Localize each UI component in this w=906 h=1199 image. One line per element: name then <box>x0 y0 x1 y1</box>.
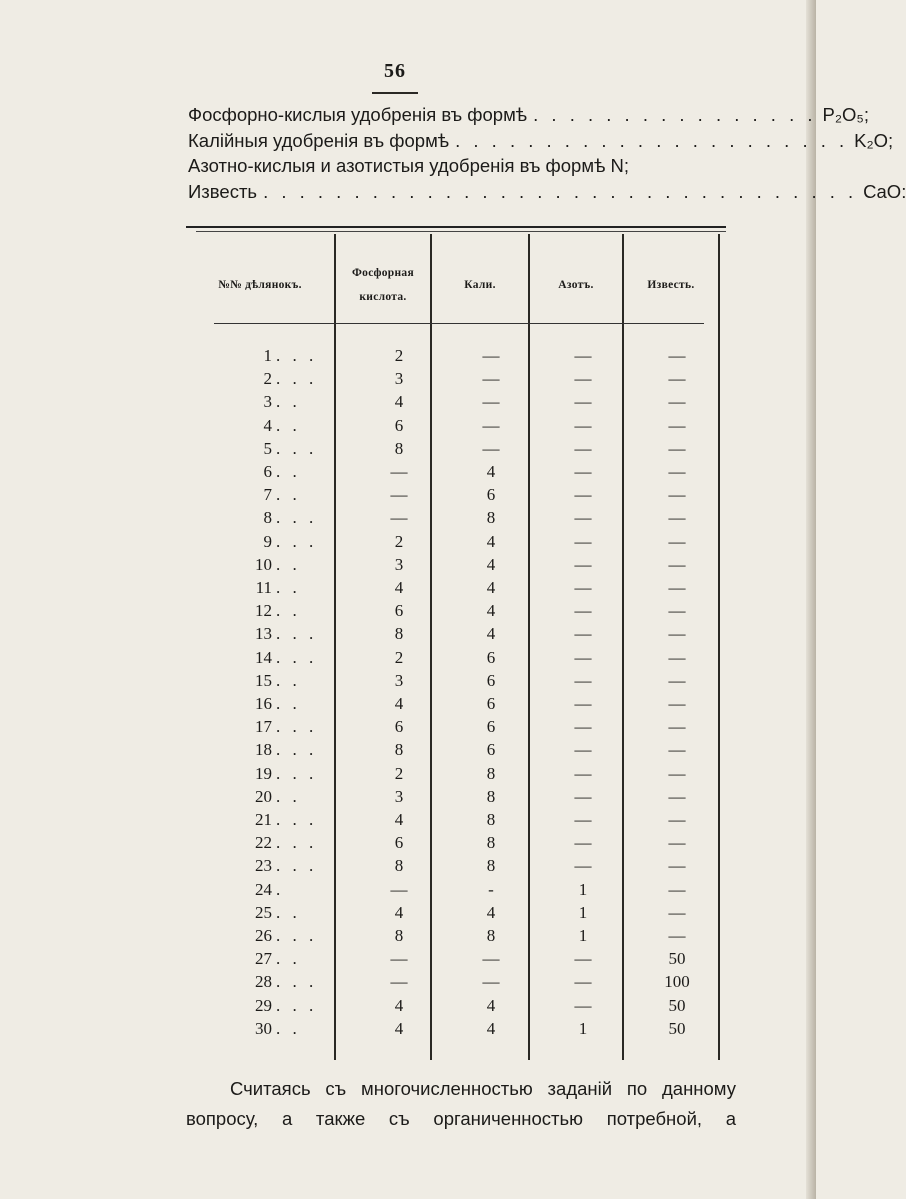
n-cell: — <box>574 833 592 853</box>
page-number-underline <box>372 92 418 94</box>
plot-number-cell: 11 . . <box>255 578 301 597</box>
p-cell: 4 <box>394 578 404 597</box>
ca-cell: — <box>668 554 686 574</box>
p-cell: 8 <box>394 856 404 876</box>
table-row <box>186 599 726 622</box>
plot-number-cell: 23 . . . <box>255 856 318 876</box>
table-row <box>186 947 726 970</box>
fertilizer-forms-list <box>188 102 906 204</box>
ca-cell: 50 <box>668 995 686 1015</box>
n-cell: — <box>574 972 592 992</box>
ca-cell: — <box>668 647 686 667</box>
plot-number-cell: 30 . . <box>255 1018 301 1038</box>
ca-cell: — <box>668 369 686 389</box>
ca-cell: — <box>668 578 686 597</box>
p-cell: 6 <box>394 833 404 853</box>
k-cell: 6 <box>486 485 496 505</box>
ca-cell: — <box>668 810 686 829</box>
n-cell: — <box>574 531 592 551</box>
k-cell: 4 <box>486 624 496 644</box>
k-cell: — <box>482 346 500 365</box>
n-cell: — <box>574 554 592 574</box>
k-cell: — <box>482 949 500 969</box>
p-cell: — <box>390 879 408 899</box>
p-cell: 2 <box>394 763 404 783</box>
table-row <box>186 437 726 460</box>
ca-cell: — <box>668 508 686 528</box>
table-row <box>186 901 726 924</box>
n-cell: — <box>574 346 592 365</box>
table-row <box>186 738 726 761</box>
leader-dots: . . . . . . . . . . . . . . . . <box>533 104 817 125</box>
plot-number-cell: 19 . . . <box>255 763 318 783</box>
p-cell: 6 <box>394 601 404 621</box>
p-cell: 3 <box>394 670 404 690</box>
p-cell: — <box>390 508 408 528</box>
ca-cell: — <box>668 462 686 481</box>
intro-value: P₂O₅; <box>822 104 870 125</box>
leader-dots: . . . . . . . . . . . . . . . . . . . . . . <box>455 129 849 151</box>
k-cell: — <box>482 369 500 389</box>
header-phosphoric: Фосфорная кислота. <box>352 267 414 303</box>
n-cell: — <box>574 856 592 876</box>
k-cell: 6 <box>486 694 496 713</box>
p-cell: — <box>390 972 408 992</box>
table-row <box>186 506 726 529</box>
p-cell: 8 <box>394 926 404 945</box>
p-cell: — <box>390 485 408 505</box>
plot-number-cell: 20 . . <box>255 786 301 806</box>
plot-number-cell: 25 . . <box>255 902 301 922</box>
intro-label: Калійныя удобренія въ формѣ <box>188 129 450 151</box>
intro-value: CaO: <box>863 180 906 202</box>
table-row <box>186 878 726 901</box>
table-row <box>186 692 726 715</box>
k-cell: 6 <box>486 647 496 667</box>
ca-cell: — <box>668 694 686 713</box>
ca-cell: — <box>668 786 686 806</box>
ca-cell: 50 <box>668 1018 686 1038</box>
k-cell: — <box>482 438 500 458</box>
table-row <box>186 344 726 367</box>
p-cell: 4 <box>394 392 404 412</box>
table-top-rule-thin <box>196 231 726 232</box>
ca-cell: — <box>668 624 686 644</box>
plot-number-cell: 29 . . . <box>255 995 318 1015</box>
p-cell: — <box>390 462 408 481</box>
n-cell: 1 <box>578 926 588 945</box>
table-row <box>186 715 726 738</box>
n-cell: 1 <box>578 1018 588 1038</box>
page-number: 56 <box>384 60 406 82</box>
p-cell: 3 <box>394 786 404 806</box>
n-cell: — <box>574 369 592 389</box>
plot-number-cell: 5 . . . <box>263 438 318 458</box>
table-row <box>186 1017 726 1040</box>
plot-number-cell: 21 . . . <box>255 810 318 829</box>
table-header-rule <box>214 323 704 324</box>
k-cell: 4 <box>486 995 496 1015</box>
leader-dots: . . . . . . . . . . . . . . . . . . . . . . . . . . . . . . . . . <box>263 180 858 202</box>
plot-number-cell: 27 . . <box>255 949 301 969</box>
ca-cell: — <box>668 531 686 551</box>
ca-cell: — <box>668 763 686 783</box>
closing-line: Считаясь съ многочисленностью заданій по данному <box>230 1078 736 1099</box>
n-cell: 1 <box>578 902 588 922</box>
plot-number-cell: 2 . . . <box>263 369 318 389</box>
p-cell: 3 <box>394 369 404 389</box>
table-row <box>186 994 726 1017</box>
n-cell: — <box>574 949 592 969</box>
n-cell: — <box>574 694 592 713</box>
ca-cell: — <box>668 717 686 737</box>
n-cell: — <box>574 763 592 783</box>
plot-number-cell: 24 . <box>255 879 285 899</box>
n-cell: — <box>574 740 592 760</box>
k-cell: 4 <box>486 462 496 481</box>
p-cell: 4 <box>394 995 404 1015</box>
header-nitrogen: Азотъ. <box>558 279 594 291</box>
k-cell: 8 <box>486 856 496 876</box>
ca-cell: — <box>668 415 686 435</box>
closing-paragraph <box>186 1074 736 1134</box>
p-cell: 4 <box>394 902 404 922</box>
p-cell: 4 <box>394 694 404 713</box>
header-lime: Известь. <box>647 279 695 291</box>
n-cell: — <box>574 717 592 737</box>
ca-cell: — <box>668 856 686 876</box>
table-row <box>186 390 726 413</box>
ca-cell: — <box>668 670 686 690</box>
k-cell: — <box>482 415 500 435</box>
p-cell: 4 <box>394 1018 404 1038</box>
ca-cell: — <box>668 601 686 621</box>
intro-label: Фосфорно-кислыя удобренія въ формѣ <box>188 104 528 125</box>
n-cell: — <box>574 647 592 667</box>
k-cell: 6 <box>486 717 496 737</box>
intro-label: Азотно-кислыя и азотистыя удобренія въ формѣ N; <box>188 155 630 176</box>
k-cell: — <box>482 972 500 992</box>
ca-cell: — <box>668 740 686 760</box>
k-cell: 8 <box>486 786 496 806</box>
k-cell: 4 <box>486 578 496 597</box>
k-cell: - <box>488 879 494 899</box>
n-cell: — <box>574 438 592 458</box>
ca-cell: — <box>668 346 686 365</box>
header-potash: Кали. <box>464 279 496 291</box>
plot-number-cell: 14 . . . <box>255 647 318 667</box>
n-cell: — <box>574 578 592 597</box>
table-row <box>186 970 726 993</box>
table-row <box>186 854 726 877</box>
plot-number-cell: 9 . . . <box>263 531 318 551</box>
table-row <box>186 576 726 599</box>
plot-number-cell: 26 . . . <box>255 926 318 945</box>
n-cell: — <box>574 462 592 481</box>
p-cell: 2 <box>394 346 404 365</box>
plot-number-cell: 15 . . <box>255 670 301 690</box>
p-cell: 6 <box>394 717 404 737</box>
n-cell: — <box>574 485 592 505</box>
table-row <box>186 460 726 483</box>
intro-line-phosphoric <box>188 102 870 128</box>
table-row <box>186 530 726 553</box>
k-cell: 6 <box>486 740 496 760</box>
n-cell: — <box>574 392 592 412</box>
table-row <box>186 646 726 669</box>
ca-cell: — <box>668 902 686 922</box>
k-cell: 4 <box>486 601 496 621</box>
n-cell: — <box>574 670 592 690</box>
p-cell: 6 <box>394 415 404 435</box>
table-row <box>186 414 726 437</box>
k-cell: 8 <box>486 763 496 783</box>
p-cell: 8 <box>394 624 404 644</box>
n-cell: — <box>574 624 592 644</box>
ca-cell: — <box>668 392 686 412</box>
k-cell: 4 <box>486 1018 496 1038</box>
plot-number-cell: 12 . . <box>255 601 301 621</box>
n-cell: — <box>574 810 592 829</box>
closing-line: вопросу, а также съ органиченностью потребной, а <box>186 1108 736 1129</box>
intro-value: K₂O; <box>854 129 894 151</box>
table-row <box>186 483 726 506</box>
table-row <box>186 808 726 831</box>
intro-line-nitrogen <box>188 153 736 179</box>
plot-number-cell: 22 . . . <box>255 833 318 853</box>
plot-number-cell: 3 . . <box>263 392 301 412</box>
table-row <box>186 669 726 692</box>
n-cell: — <box>574 508 592 528</box>
p-cell: 3 <box>394 554 404 574</box>
plot-number-cell: 4 . . <box>263 415 301 435</box>
intro-line-potash <box>188 128 894 154</box>
n-cell: — <box>574 995 592 1015</box>
k-cell: 8 <box>486 508 496 528</box>
plot-number-cell: 8 . . . <box>263 508 318 528</box>
table-row <box>186 831 726 854</box>
ca-cell: — <box>668 438 686 458</box>
plot-number-cell: 18 . . . <box>255 740 318 760</box>
p-cell: 2 <box>394 531 404 551</box>
plot-number-cell: 13 . . . <box>255 624 318 644</box>
table-row <box>186 367 726 390</box>
plot-number-cell: 16 . . <box>255 694 301 713</box>
ca-cell: — <box>668 879 686 899</box>
p-cell: 4 <box>394 810 404 829</box>
k-cell: 8 <box>486 810 496 829</box>
plot-number-cell: 6 . . <box>263 462 301 481</box>
plot-number-cell: 28 . . . <box>255 972 318 992</box>
k-cell: — <box>482 392 500 412</box>
k-cell: 4 <box>486 531 496 551</box>
ca-cell: — <box>668 926 686 945</box>
plot-number-cell: 1 . . . <box>263 346 318 365</box>
k-cell: 8 <box>486 833 496 853</box>
ca-cell: — <box>668 833 686 853</box>
n-cell: — <box>574 601 592 621</box>
p-cell: — <box>390 949 408 969</box>
n-cell: 1 <box>578 879 588 899</box>
fertilizer-plot-table <box>186 226 726 1060</box>
n-cell: — <box>574 415 592 435</box>
intro-line-lime <box>188 179 906 205</box>
p-cell: 8 <box>394 740 404 760</box>
table-row <box>186 785 726 808</box>
intro-label: Известь <box>188 180 258 202</box>
table-row <box>186 553 726 576</box>
k-cell: 4 <box>486 554 496 574</box>
plot-number-cell: 10 . . <box>255 554 301 574</box>
ca-cell: 50 <box>668 949 686 969</box>
plot-number-cell: 17 . . . <box>255 717 318 737</box>
p-cell: 8 <box>394 438 404 458</box>
k-cell: 4 <box>486 902 496 922</box>
table-top-rule <box>186 226 726 228</box>
table-row <box>186 622 726 645</box>
ca-cell: — <box>668 485 686 505</box>
table-row <box>186 762 726 785</box>
ca-cell: 100 <box>664 972 690 992</box>
k-cell: 6 <box>486 670 496 690</box>
k-cell: 8 <box>486 926 496 945</box>
plot-number-cell: 7 . . <box>263 485 301 505</box>
table-row <box>186 924 726 947</box>
header-plots: №№ дѣлянокъ. <box>218 279 302 291</box>
n-cell: — <box>574 786 592 806</box>
p-cell: 2 <box>394 647 404 667</box>
